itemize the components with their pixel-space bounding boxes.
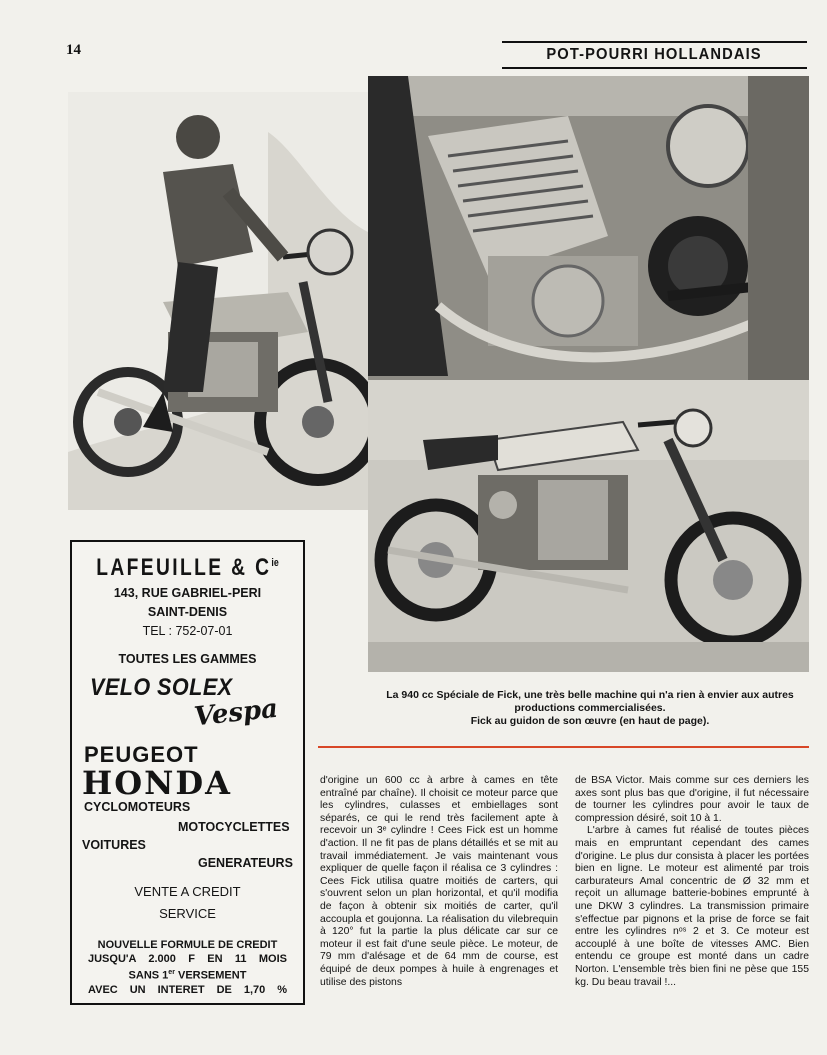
photo-engine-closeup <box>368 76 809 380</box>
section-header <box>502 41 807 69</box>
brand-velo-solex: VELO SOLEX <box>90 674 233 701</box>
brand-vespa: Vespa <box>192 693 280 733</box>
ad-category-motocyclettes: MOTOCYCLETTES <box>178 820 290 834</box>
caption-line-1: La 940 cc Spéciale de Fick, une très belle machine qui n'a rien à envier aux autres productions commercialisées. <box>386 689 794 714</box>
article-paragraph: de BSA Victor. Mais comme sur ces derniers les axes sont plus bas que d'origine, il fut nécessaire de tourner les cylindres pour avoir le taux de compression désiré, soit 10 à 1. <box>575 775 809 824</box>
ad-category-generateurs: GENERATEURS <box>198 856 293 870</box>
brand-peugeot: PEUGEOT <box>84 742 199 767</box>
ad-telephone: TEL : 752-07-01 <box>142 624 233 638</box>
ad-credit-sale: VENTE A CREDIT <box>134 884 241 899</box>
photo-caption <box>370 689 810 728</box>
ad-category-cyclomoteurs: CYCLOMOTEURS <box>84 800 191 814</box>
caption-line-2: Fick au guidon de son œuvre (en haut de page). <box>470 715 710 727</box>
ad-company-name: LAFEUILLE & $C^{ie}$ <box>96 554 279 581</box>
ad-terms-line: SANS 1er VERSEMENT <box>128 969 247 982</box>
photo-motorcycle-side <box>368 380 809 672</box>
article-paragraph: L'arbre à cames fut réalisé de toutes pièces mais en empruntant cependant des cames d'origine. Le plus dur consista à placer les portées bien en ligne. Le moteur est alimenté par trois carburateurs Amal concentric de Ø 32 mm et reçoit un allumage batterie-bobines emprunté à une DKW 3 cylindres. La transmission primaire s'effectue par pignons et la prise de force se fait entre les cylindres nᵒˢ 2 et 3. Ce moteur est accouplé à une boîte de vitesses AMC. Bien entendu ce groupe est monté dans un cadre Norton. L'ensemble très bien fini ne pèse que 155 kg. Du beau travail !... <box>575 825 809 988</box>
ad-terms-line: AVEC UN INTERET DE 1,70 % <box>88 983 287 996</box>
photo-rider-on-motorcycle <box>68 92 368 510</box>
ad-city: SAINT-DENIS <box>147 605 228 619</box>
ad-service: SERVICE <box>159 906 216 921</box>
article-paragraph: d'origine un 600 cc à arbre à cames en tête entraîné par chaîne). Il choisit ce moteur parce que les cylindres, culasses et embiellages sont séparés, ce qui le rend très facilement apte à recevoir un 3ᵉ cylindre ! Cees Fick est un homme d'action. Il ne fit pas de plans détaillés et se mit au travail immédiatement. Je vais maintenant vous expliquer de quelle façon il réalisa ce 3 cylindres : Cees Fick utilisa quatre moitiés de carters, qui s'ouvrent selon un plan horizontal, et qu'il modifia de façon à obtenir six moitiés de carter, qu'il accoupla et goujonna. La réalisation du vilebrequin à 120° fut la partie la plus délicate car sur ce moteur il est fait d'une seule pièce. Le moteur, de 79 mm d'alésage et de 64 mm de course, est équipé de deux pompes à huile à engrenages et utilise des pistons <box>320 775 558 988</box>
ad-terms-line: NOUVELLE FORMULE DE CREDIT <box>97 939 278 951</box>
brand-honda: HONDA <box>82 764 232 802</box>
ad-range: TOUTES LES GAMMES <box>118 652 257 666</box>
advertisement-lafeuille <box>70 540 305 1005</box>
ad-terms-line: JUSQU'A 2.000 F EN 11 MOIS <box>88 953 287 965</box>
article-column-2 <box>575 775 809 989</box>
ad-address: 143, RUE GABRIEL-PERI <box>113 586 262 600</box>
red-divider <box>318 746 809 748</box>
ad-credit-terms <box>88 938 287 997</box>
ad-category-voitures: VOITURES <box>82 838 146 852</box>
page-number: 14 <box>66 42 81 58</box>
article-column-1 <box>320 775 558 989</box>
section-title: POT-POURRI HOLLANDAIS <box>546 46 763 63</box>
